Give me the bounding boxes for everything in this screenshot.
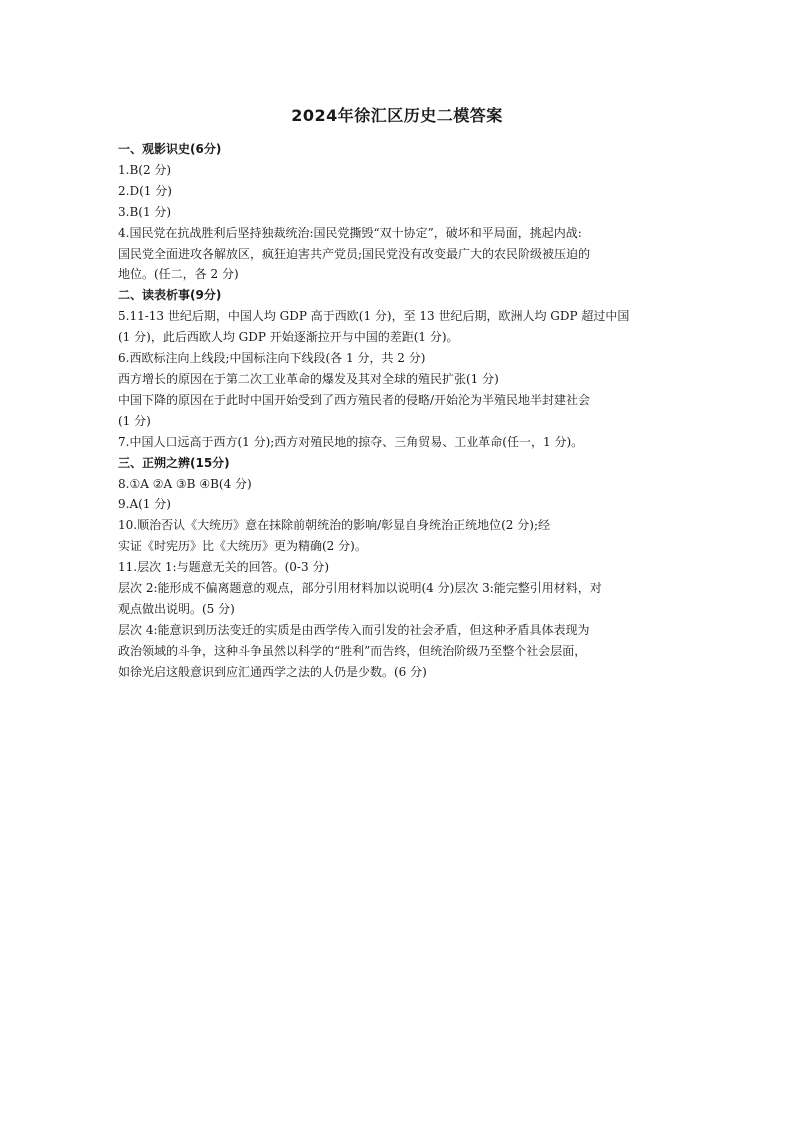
answer-line-q11-level2: 层次 2:能形成不偏离题意的观点，部分引用材料加以说明(4 分)层次 3:能完整引用材料，对 [118, 581, 602, 596]
answer-line-q4: 4.国民党在抗战胜利后坚持独裁统治:国民党撕毁“双十协定”，破坏和平局面，挑起内战: [118, 225, 582, 240]
answer-line-q5-cont: (1 分)，此后西欧人均 GDP 开始逐渐拉开与中国的差距(1 分)。 [118, 330, 459, 345]
answer-line-q6-score: (1 分) [118, 413, 151, 428]
answer-line-q4-end: 地位。(任二，各 2 分) [118, 267, 239, 282]
answer-line-q4-cont: 国民党全面进攻各解放区，疯狂迫害共产党员;国民党没有改变最广大的农民阶级被压迫的 [118, 246, 591, 261]
answer-line-q6-west: 西方增长的原因在于第二次工业革命的爆发及其对全球的殖民扩张(1 分) [118, 371, 499, 386]
answer-line-q6: 6.西欧标注向上线段;中国标注向下线段(各 1 分，共 2 分) [118, 351, 426, 366]
answer-line-q9: 9.A(1 分) [118, 497, 171, 512]
section-heading: 三、正朔之辨(15分) [118, 455, 230, 470]
answer-line-q11-level4-end: 如徐光启这般意识到应汇通西学之法的人仍是少数。(6 分) [118, 664, 427, 679]
answer-line-q2: 2.D(1 分) [118, 183, 172, 198]
answer-line-q5: 5.11-13 世纪后期，中国人均 GDP 高于西欧(1 分)，至 13 世纪后期，欧洲人均 GDP 超过中国 [118, 309, 630, 324]
answer-line-q1: 1.B(2 分) [118, 162, 172, 177]
section-dubiao-xishi [118, 285, 678, 452]
section-heading: 二、读表析事(9分) [118, 288, 222, 303]
document-title: 2024年徐汇区历史二模答案 [291, 106, 503, 125]
document-body [118, 139, 678, 683]
section-zhengshuo-zhibian [118, 453, 678, 683]
answer-line-q8: 8.①A ②A ③B ④B(4 分) [118, 476, 252, 491]
answer-line-q11-level4: 层次 4:能意识到历法变迁的实质是由西学传入而引发的社会矛盾，但这种矛盾具体表现为 [118, 622, 590, 637]
answer-line-q7: 7.中国人口远高于西方(1 分);西方对殖民地的掠夺、三角贸易、工业革命(任一，1 分)。 [118, 434, 584, 449]
answer-line-q6-china: 中国下降的原因在于此时中国开始受到了西方殖民者的侵略/开始沦为半殖民地半封建社会 [118, 392, 591, 407]
section-guanying-shishi [118, 139, 678, 285]
answer-line-q10-cont: 实证《时宪历》比《大统历》更为精确(2 分)。 [118, 539, 367, 554]
answer-line-q10: 10.顺治否认《大统历》意在抹除前朝统治的影响/彰显自身统治正统地位(2 分);经 [118, 518, 550, 533]
answer-line-q11-level3-cont: 观点做出说明。(5 分) [118, 601, 235, 616]
answer-line-q11-level4-cont: 政治领域的斗争，这种斗争虽然以科学的“胜利”而告终，但统治阶级乃至整个社会层面， [118, 643, 587, 658]
answer-line-q3: 3.B(1 分) [118, 204, 172, 219]
answer-line-q11-level1: 11.层次 1:与题意无关的回答。(0-3 分) [118, 560, 330, 575]
section-heading: 一、观影识史(6分) [118, 142, 222, 156]
